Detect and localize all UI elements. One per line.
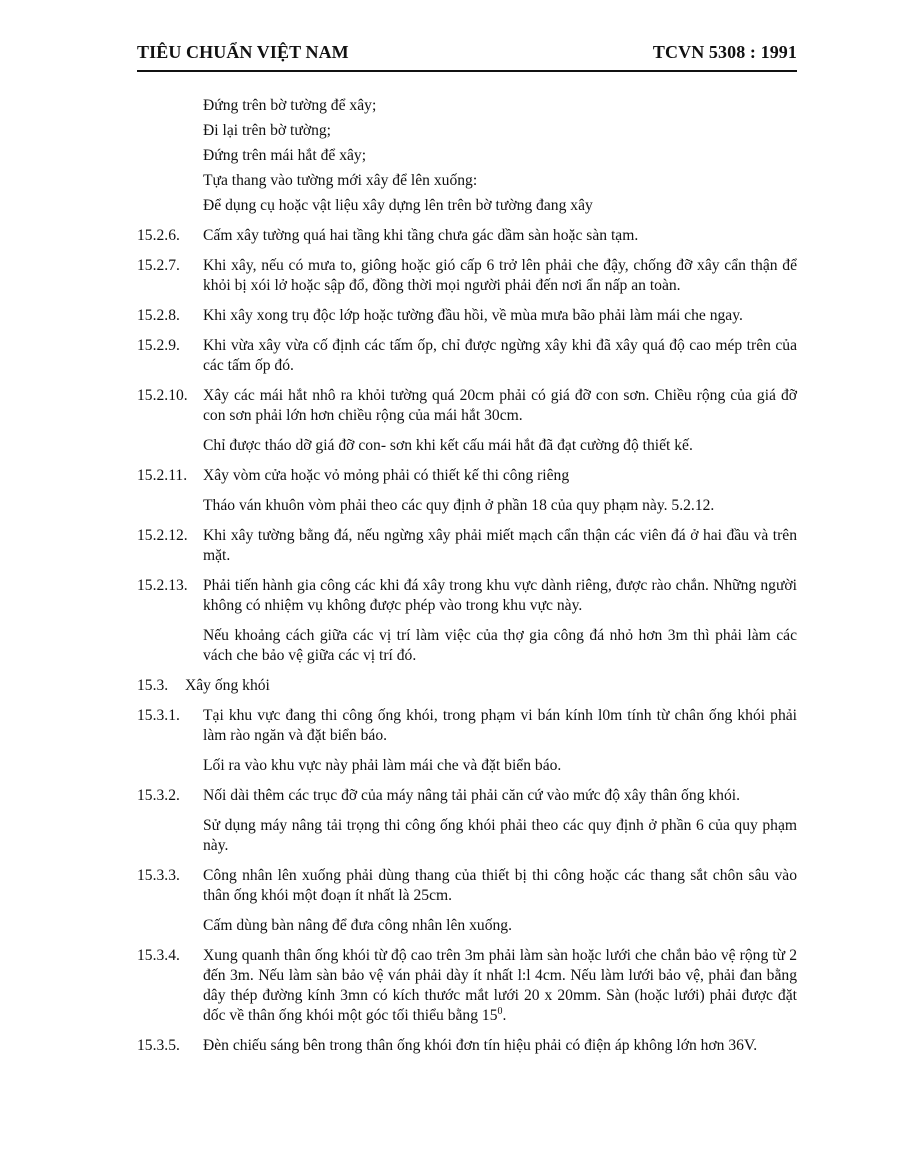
section-number: 15.2.10. [137, 387, 188, 404]
header-standard-code: TCVN 5308 : 1991 [652, 42, 797, 62]
section-text: Khi xây xong trụ độc lớp hoặc tường đầu hồi, về mùa mưa bão phải làm mái che ngay. [203, 307, 743, 324]
page-header [137, 42, 797, 63]
section-number: 15.3.5. [137, 1037, 180, 1054]
section-15-3-4 [137, 946, 797, 1026]
section-paragraph: Cấm dùng bàn nâng để đưa công nhân lên xuống. [203, 917, 512, 934]
section-text-wrapper [203, 946, 797, 1026]
section-number: 15.2.6. [137, 227, 180, 244]
section-text: Tại khu vực đang thi công ống khói, trong phạm vi bán kính l0m tính từ chân ống khói phải làm rào ngăn và đặt biển báo. [203, 707, 797, 744]
section-text: Khi xây tường bằng đá, nếu ngừng xây phải miết mạch cẩn thận các viên đá ở hai đầu và trên mặt. [203, 527, 797, 564]
intro-line: Đi lại trên bờ tường; [203, 122, 332, 139]
section-paragraph: Tháo ván khuôn vòm phải theo các quy định ở phần 18 của quy phạm này. 5.2.12. [203, 497, 715, 514]
section-paragraph: Nếu khoảng cách giữa các vị trí làm việc của thợ gia công đá nhỏ hơn 3m thì phải làm các vách che bảo vệ giữa các vị trí đó. [203, 627, 797, 664]
intro-line: Đứng trên bờ tường để xây; [203, 97, 377, 114]
section-number: 15.2.13. [137, 577, 188, 594]
section-15-2-10 [137, 386, 797, 426]
section-text: Nối dài thêm các trục đỡ của máy nâng tải phải căn cứ vào mức độ xây thân ống khói. [203, 787, 740, 804]
section-number: 15.3.4. [137, 947, 180, 964]
section-15-3-1 [137, 706, 797, 746]
section-number: 15.2.7. [137, 257, 180, 274]
section-paragraph: Chỉ được tháo dỡ giá đỡ con- sơn khi kết cấu mái hắt đã đạt cường độ thiết kế. [203, 437, 693, 454]
section-text-tail: . [502, 1007, 507, 1024]
header-standard-name: TIÊU CHUẨN VIỆT NAM [137, 42, 349, 62]
intro-line: Đứng trên mái hắt để xây; [203, 147, 367, 164]
section-number: 15.2.12. [137, 527, 188, 544]
degree-superscript: 0 [497, 1005, 503, 1017]
section-number: 15.2.11. [137, 467, 188, 484]
intro-line: Tựa thang vào tường mới xây để lên xuống: [203, 172, 478, 189]
section-text: Khi vừa xây vừa cố định các tấm ốp, chỉ được ngừng xây khi đã xây quá độ cao mép trên của các tấm ốp đó. [203, 337, 797, 374]
section-number: 15.2.8. [137, 307, 180, 324]
section-15-3-heading [137, 676, 797, 696]
section-text: Công nhân lên xuống phải dùng thang của thiết bị thi công hoặc các thang sắt chôn sâu vào thân ống khói một đoạn ít nhất là 25cm. [203, 867, 797, 904]
section-text: Xây vòm cửa hoặc vỏ mỏng phải có thiết kế thi công riêng [203, 467, 570, 484]
section-text: Xung quanh thân ống khói từ độ cao trên 3m phải làm sàn hoặc lưới che chắn bảo vệ rộng từ 2 đến 3m. Nếu làm sàn bảo vệ ván phải dày ít nhất l:l 4cm. Nếu làm lưới bảo vệ, phải đan bằng dây thép đường kính 3mn có kích thước mắt lưới 20 x 20mm. Sàn (hoặc lưới) phải được đặt dốc về thân ống khói một góc tối thiểu bằng 15 [203, 947, 797, 1024]
document-body [137, 96, 797, 1066]
section-15-3-3 [137, 866, 797, 906]
section-paragraph: Lối ra vào khu vực này phải làm mái che và đặt biển báo. [203, 757, 562, 774]
section-15-2-6 [137, 226, 797, 246]
section-15-2-12 [137, 526, 797, 566]
section-15-3-2 [137, 786, 797, 806]
header-divider [137, 70, 797, 72]
intro-line: Để dụng cụ hoặc vật liệu xây dựng lên trên bờ tường đang xây [203, 197, 593, 214]
section-number: 15.3.2. [137, 787, 180, 804]
section-number: 15.2.9. [137, 337, 180, 354]
section-text: Cấm xây tường quá hai tầng khi tầng chưa gác dầm sàn hoặc sàn tạm. [203, 227, 639, 244]
section-text: Đèn chiếu sáng bên trong thân ống khói đơn tín hiệu phải có điện áp không lớn hơn 36V. [203, 1037, 758, 1054]
section-number: 15.3. [137, 677, 169, 694]
section-text: Phải tiến hành gia công các khi đá xây trong khu vực dành riêng, được rào chắn. Những người không có nhiệm vụ không được phép vào trong khu vực này. [203, 577, 797, 614]
section-15-2-9 [137, 336, 797, 376]
section-text: Khi xây, nếu có mưa to, giông hoặc gió cấp 6 trở lên phải che đậy, chống đỡ xây cẩn thận để khỏi bị xói lở hoặc sập đổ, đồng thời mọi người phải đến nơi ẩn nấp an toàn. [203, 257, 797, 294]
section-15-2-7 [137, 256, 797, 296]
section-15-2-8 [137, 306, 797, 326]
section-15-3-5 [137, 1036, 797, 1056]
section-text: Xây các mái hắt nhô ra khỏi tường quá 20cm phải có giá đỡ con sơn. Chiều rộng của giá đỡ con sơn phải lớn hơn chiều rộng của mái hắt 30cm. [203, 387, 797, 424]
section-15-2-11 [137, 466, 797, 486]
section-heading: Xây ống khói [185, 677, 270, 694]
section-number: 15.3.1. [137, 707, 180, 724]
section-number: 15.3.3. [137, 867, 180, 884]
section-paragraph: Sử dụng máy nâng tải trọng thi công ống khói phải theo các quy định ở phần 6 của quy phạm này. [203, 817, 797, 854]
section-15-2-13 [137, 576, 797, 616]
